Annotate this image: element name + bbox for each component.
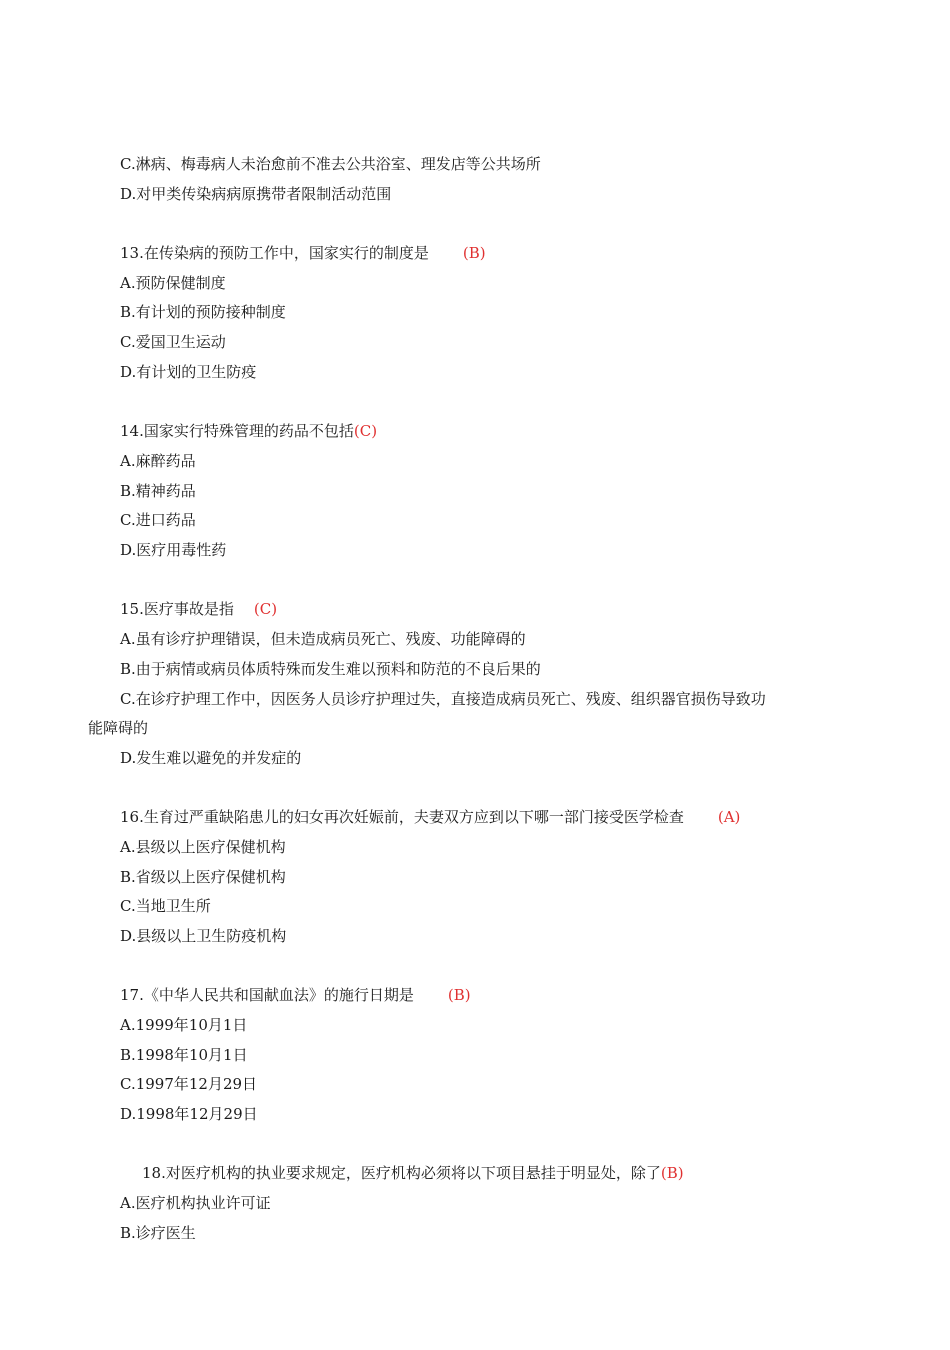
q13-question-text: 13.在传染病的预防工作中，国家实行的制度是	[120, 244, 429, 262]
q16-option-d: D.县级以上卫生防疫机构	[120, 927, 287, 945]
q14-option-a: A.麻醉药品	[120, 452, 196, 470]
q14-question-text: 14.国家实行特殊管理的药品不包括	[120, 422, 354, 440]
q15-option-d: D.发生难以避免的并发症的	[120, 749, 302, 767]
q17-question-text: 17.《中华人民共和国献血法》的施行日期是	[120, 986, 414, 1004]
q17-option-a: A.1999年10月1日	[120, 1016, 248, 1034]
q16-question-text: 16.生育过严重缺陷患儿的妇女再次妊娠前，夫妻双方应到以下哪一部门接受医学检查	[120, 808, 684, 826]
q13-option-a: A.预防保健制度	[120, 274, 226, 292]
q16-option-c: C.当地卫生所	[120, 897, 211, 915]
q16-question	[120, 807, 740, 827]
q17-question	[120, 985, 471, 1005]
q15-option-c: C.在诊疗护理工作中，因医务人员诊疗护理过失，直接造成病员死亡、残废、组织器官损伤导致功	[120, 690, 766, 708]
q13-option-c: C.爱国卫生运动	[120, 333, 226, 351]
q17-option-c: C.1997年12月29日	[120, 1075, 258, 1093]
q18-option-a: A.医疗机构执业许可证	[120, 1194, 271, 1212]
q18-question	[142, 1163, 684, 1183]
q12-option-d: D.对甲类传染病病原携带者限制活动范围	[120, 185, 392, 203]
q14-question	[120, 421, 377, 441]
q15-option-a: A.虽有诊疗护理错误，但未造成病员死亡、残废、功能障碍的	[120, 630, 526, 648]
q15-answer: (C)	[253, 600, 278, 618]
q14-option-b: B.精神药品	[120, 482, 196, 500]
q13-option-b: B.有计划的预防接种制度	[120, 303, 286, 321]
q15-question-text: 15.医疗事故是指	[120, 600, 234, 618]
q16-option-a: A.县级以上医疗保健机构	[120, 838, 286, 856]
q13-option-d: D.有计划的卫生防疫	[120, 363, 257, 381]
q14-option-c: C.进口药品	[120, 511, 196, 529]
q15-question	[120, 599, 277, 619]
q17-option-b: B.1998年10月1日	[120, 1046, 248, 1064]
q18-option-b: B.诊疗医生	[120, 1224, 196, 1242]
q13-question	[120, 243, 486, 263]
q17-option-d: D.1998年12月29日	[120, 1105, 258, 1123]
q14-answer: (C)	[353, 422, 378, 440]
q15-option-c-continued: 能障碍的	[88, 719, 149, 737]
q18-answer: (B)	[660, 1164, 684, 1182]
q13-answer: (B)	[462, 244, 486, 262]
q17-answer: (B)	[447, 986, 471, 1004]
q18-question-text: 18.对医疗机构的执业要求规定，医疗机构必须将以下项目悬挂于明显处，除了	[142, 1164, 661, 1182]
q15-option-b: B.由于病情或病员体质特殊而发生难以预料和防范的不良后果的	[120, 660, 541, 678]
q12-option-c: C.淋病、梅毒病人未治愈前不准去公共浴室、理发店等公共场所	[120, 155, 541, 173]
q16-answer: (A)	[717, 808, 741, 826]
q14-option-d: D.医疗用毒性药	[120, 541, 227, 559]
q16-option-b: B.省级以上医疗保健机构	[120, 868, 286, 886]
